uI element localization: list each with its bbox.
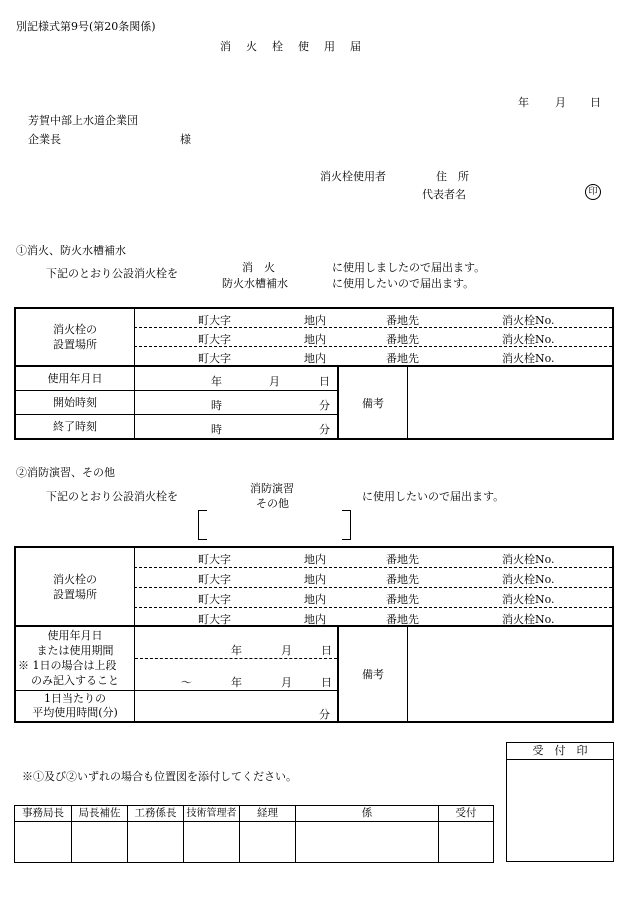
hydrant-no-label: 消火栓No. (502, 553, 555, 566)
minute-unit: 分 (319, 423, 330, 436)
area-label: 地内 (304, 573, 326, 586)
lot-label: 番地先 (386, 352, 419, 365)
date-day: 日 (590, 96, 601, 109)
use-date-label: 使用年月日 (16, 367, 135, 391)
section2-option-drill: 消防演習 (250, 482, 294, 495)
area-label: 地内 (304, 553, 326, 566)
hydrant-no-label: 消火栓No. (502, 314, 555, 327)
town-label: 町大字 (198, 613, 231, 626)
approval-col (296, 806, 439, 862)
approval-header: 局長補佐 (78, 807, 121, 819)
approval-header: 係 (361, 807, 373, 819)
lot-label: 番地先 (386, 553, 419, 566)
attachment-note: ※①及び②いずれの場合も位置図を添付してください。 (22, 770, 297, 783)
approval-header: 事務局長 (22, 807, 64, 819)
period-label-line4: のみ記入すること (31, 674, 119, 687)
month-unit: 月 (281, 676, 292, 689)
addressee-org: 芳賀中部上水道企業団 (28, 114, 138, 127)
applicant-address-label: 住 所 (436, 170, 469, 183)
year-unit: 年 (231, 644, 242, 657)
section1-location-box (14, 307, 614, 367)
section1-tail-future: に使用したいので届出ます。 (332, 277, 475, 290)
approval-header: 技術管理者 (186, 808, 237, 819)
bracket-left (198, 510, 207, 540)
section1-location-rows (134, 309, 612, 365)
section2-heading: ②消防演習、その他 (16, 466, 115, 479)
approval-header: 工務係長 (134, 807, 177, 819)
day-unit: 日 (319, 375, 330, 388)
approval-col (240, 806, 296, 862)
approval-col (72, 806, 128, 862)
section2-location-box (14, 546, 614, 627)
location-row (134, 608, 612, 627)
approval-table (14, 805, 494, 863)
hour-unit: 時 (211, 399, 222, 412)
year-unit: 年 (231, 676, 242, 689)
month-unit: 月 (269, 375, 280, 388)
location-row (134, 568, 612, 588)
period-label (16, 627, 135, 691)
addressee-honorific: 様 (180, 133, 191, 146)
form-number: 別記様式第9号(第20条関係) (16, 20, 156, 33)
day-unit: 日 (321, 644, 332, 657)
page-title: 消 火 栓 使 用 届 (220, 40, 363, 53)
start-time-label: 開始時刻 (16, 391, 135, 415)
applicant-representative-label: 代表者名 (422, 188, 466, 201)
lot-label: 番地先 (386, 333, 419, 346)
town-label: 町大字 (198, 352, 231, 365)
end-time-label: 終了時刻 (16, 415, 135, 438)
approval-header: 経理 (257, 807, 278, 819)
section1-lead: 下記のとおり公設消火栓を (46, 267, 178, 280)
area-label: 地内 (304, 613, 326, 626)
section1-datetime-box (14, 367, 614, 440)
approval-header: 受付 (455, 807, 477, 819)
approval-col (184, 806, 240, 862)
section2-location-rows (134, 548, 612, 627)
approval-col (439, 806, 493, 862)
town-label: 町大字 (198, 573, 231, 586)
year-unit: 年 (211, 375, 222, 388)
hydrant-no-label: 消火栓No. (502, 573, 555, 586)
avg-time-line2: 平均使用時間(分) (32, 706, 118, 719)
avg-time-line1: 1日当たりの (44, 692, 106, 705)
area-label: 地内 (304, 593, 326, 606)
section1-option-fire: 消 火 (242, 261, 275, 274)
lot-label: 番地先 (386, 613, 419, 626)
date-year: 年 (518, 96, 529, 109)
town-label: 町大字 (198, 333, 231, 346)
period-label-line3: ※ 1日の場合は上段 (18, 659, 117, 672)
period-label-line1: 使用年月日 (47, 629, 103, 642)
area-label: 地内 (304, 352, 326, 365)
section2-remarks-label: 備考 (339, 627, 408, 721)
area-label: 地内 (304, 333, 326, 346)
lot-label: 番地先 (386, 593, 419, 606)
section2-location-label: 消火栓の 設置場所 (16, 548, 135, 625)
location-row (134, 548, 612, 568)
divider (135, 690, 337, 691)
divider (135, 414, 337, 415)
hydrant-no-label: 消火栓No. (502, 333, 555, 346)
applicant-label: 消火栓使用者 (320, 170, 386, 183)
range-tilde: 〜 (181, 676, 192, 689)
section2-option-other: その他 (256, 497, 289, 510)
hour-unit: 時 (211, 423, 222, 436)
divider (135, 390, 337, 391)
approval-col (128, 806, 184, 862)
receipt-stamp-box (506, 742, 614, 862)
period-label-line2: または使用期間 (36, 644, 114, 657)
section2-period-values (135, 627, 339, 721)
section2-lead: 下記のとおり公設消火栓を (46, 490, 178, 503)
location-row (134, 328, 612, 347)
lot-label: 番地先 (386, 314, 419, 327)
month-unit: 月 (281, 644, 292, 657)
town-label: 町大字 (198, 553, 231, 566)
section1-location-label: 消火栓の 設置場所 (16, 309, 135, 365)
section2-period-box (14, 627, 614, 723)
lot-label: 番地先 (386, 573, 419, 586)
section1-remarks-label: 備考 (339, 367, 408, 438)
location-row (134, 588, 612, 608)
minute-unit: 分 (319, 708, 330, 721)
town-label: 町大字 (198, 593, 231, 606)
section1-tail-past: に使用しましたので届出ます。 (332, 261, 486, 274)
seal-mark: 印 (585, 184, 601, 200)
divider (135, 658, 337, 659)
town-label: 町大字 (198, 314, 231, 327)
approval-col (15, 806, 72, 862)
section1-heading: ①消火、防火水槽補水 (16, 244, 126, 257)
receipt-stamp-label: 受 付 印 (507, 743, 613, 760)
section2-tail: に使用したいので届出ます。 (362, 490, 505, 503)
minute-unit: 分 (319, 399, 330, 412)
addressee-head: 企業長 (28, 133, 61, 146)
hydrant-no-label: 消火栓No. (502, 352, 555, 365)
location-row (134, 347, 612, 365)
date-month: 月 (555, 96, 566, 109)
bracket-right (342, 510, 351, 540)
day-unit: 日 (321, 676, 332, 689)
hydrant-no-label: 消火栓No. (502, 593, 555, 606)
location-row (134, 309, 612, 328)
section1-option-tank: 防火水槽補水 (222, 277, 288, 290)
hydrant-no-label: 消火栓No. (502, 613, 555, 626)
area-label: 地内 (304, 314, 326, 327)
section1-datetime-values (135, 367, 339, 438)
avg-time-label (16, 691, 135, 721)
